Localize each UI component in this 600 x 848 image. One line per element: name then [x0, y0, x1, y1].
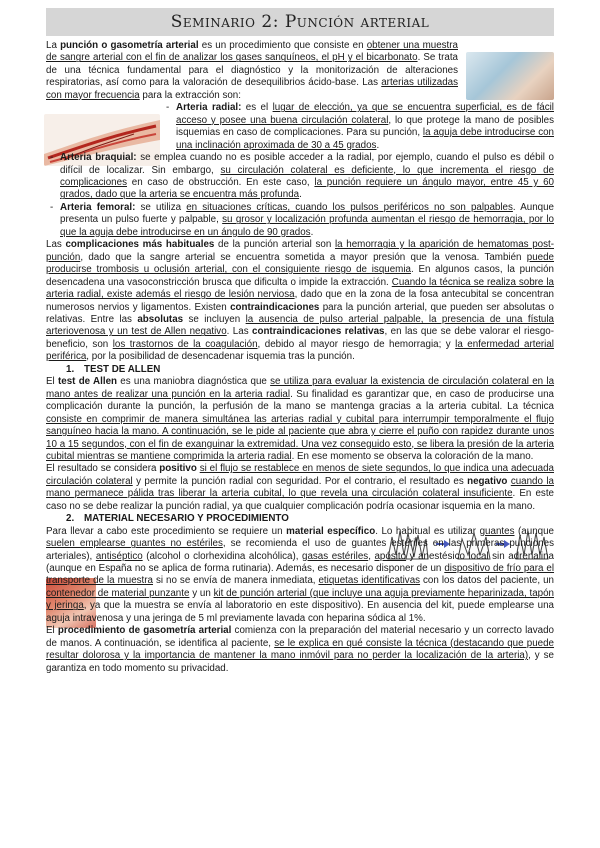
document-body [46, 40, 554, 675]
page-title: Seminario 2: Punción arterial [170, 12, 430, 32]
artery-femoral-item: - Arteria femoral: se utiliza en situaciones críticas, cuando los pulsos periféricos no son palpables. Aunque presenta un pulso fuerte y palpable, su grosor y localización profunda aumentan el riesgo de hemorragia, por lo que la aguja debe introducirse en un ángulo de 90 grados. [46, 202, 554, 239]
intro-paragraph: La punción o gasometría arterial es un procedimiento que consiste en obtener una muestra de sangre arterial con el fin de analizar los gases sanguíneos, el pH y el bicarbonato. Se trata de una técnica fundamental para el diagnóstico y la monitorización de alteraciones respiratorias, así como para la valoración de desequilibrios ácido-base. Las arterias utilizadas con mayor frecuencia para la extracción son: [46, 40, 458, 101]
allen-result-paragraph: El resultado se considera positivo si el flujo se restablece en menos de siete segundos, lo que indica una adecuada circulación colateral y permite la punción radial con seguridad. Por el contrario, el resultado es negativo cuando la mano permanece pálida tras liberar la arteria cubital, lo que revela una circulación colateral insuficiente. En este caso no se debe realizar la punción radial, ya que cualquier complicación podría ocasionar isquemia en la mano. [46, 463, 554, 512]
procedure-paragraph: El procedimiento de gasometría arterial comienza con la preparación del material necesario y un correcto lavado de manos. A continuación, se identifica al paciente, se le explica en qué consiste la técnica (destacando que puede resultar dolorosa y la importancia de mantener la mano inmóvil para no perder la localización de la arteria), y se garantiza en todo momento su privacidad. [46, 625, 555, 674]
artery-braquial-item: - Arteria braquial: se emplea cuando no es posible acceder a la radial, por ejemplo, cuando el pulso es débil o difícil de localizar. Sin embargo, su circulación colateral es deficiente, lo que incrementa el riesgo de complicaciones en caso de obstrucción. En este caso, la punción requiere un ángulo mayor, entre 45 y 60 grados, dado que la arteria se encuentra más profunda. [46, 152, 554, 202]
material-paragraph: Para llevar a cabo este procedimiento se requiere un material específico. Lo habitual es utilizar guantes (aunque suelen emplearse guantes no estériles, se recomienda el uso de guantes estériles en las primeras punciones arteriales), antiséptico (alcohol o clorhexidina alcohólica), gasas estériles, apósito y anestésico local sin adrenalina (aunque en España no se aplica de forma rutinaria). Además, es necesario disponer de un dispositivo de frío para el transporte de la muestra si no se envía de manera inmediata, etiquetas identificativas con los datos del paciente, un contenedor de material punzante y un kit de punción arterial (que incluye una aguja previamente heparinizada, tapón y jeringa, ya que la muestra se envía al laboratorio en este dispositivo). En ausencia del kit, puede emplearse una aguja intravenosa y una jeringa de 5 ml previamente lavada con heparina sódica al 1%. [46, 525, 555, 624]
title-banner [46, 8, 554, 36]
complications-paragraph: Las complicaciones más habituales de la punción arterial son la hemorragia y la aparición de hematomas post-punción, dado que la sangre arterial se encuentra sometida a mayor presión que la venosa. También puede producirse trombosis u oclusión arterial, con el consiguiente riesgo de isquemia. En algunos casos, la punción desencadena una vasoconstricción brusca que dificulta o impide la extracción. Cuando la técnica se realiza sobre la arteria radial, existe además el riesgo de lesión nerviosa, dado que en la zona de la fosa antecubital se concentran numerosos nervios y ligamentos. Existen contraindicaciones para la punción arterial, que pueden ser absolutas o relativas. Entre las absolutas se incluyen la ausencia de pulso arterial palpable, la presencia de una fístula arteriovenosa y un test de Allen negativo. Las contraindicaciones relativas, en las que se debe valorar el riesgo-beneficio, son los trastornos de la coagulación, debido al mayor riesgo de hemorragia; y la enfermedad arterial periférica, por la posibilidad de desencadenar isquemia tras la punción. [46, 239, 555, 363]
section-2-heading: 2. MATERIAL NECESARIO Y PROCEDIMIENTO [66, 513, 289, 525]
section-1-heading: 1. TEST DE ALLEN [66, 363, 161, 375]
artery-radial-item: - Arteria radial: es el lugar de elección, ya que se encuentra superficial, es de fácil acceso y posee una buena circulación colateral, lo que protege la mano de posibles isquemias en caso de complicaciones. Para su punción, la aguja debe introducirse con una inclinación aproximada de 30 a 45 grados. [162, 102, 554, 152]
allen-test-paragraph: El test de Allen es una maniobra diagnóstica que se utiliza para evaluar la existencia de circulación colateral en la mano antes de realizar una punción en la arteria radial. Su finalidad es garantizar que, en caso de producirse una complicación durante la punción, la perfusión de la mano se mantenga gracias a la arteria cubital. La técnica consiste en comprimir de manera simultánea las arterias radial y cubital para interrumpir temporalmente el flujo sanguíneo hacia la mano. A continuación, se le pide al paciente que abra y cierre el puño con rapidez durante unos 10 a 15 segundos, con el fin de exanguinar la extremidad. Una vez conseguido esto, se libera la presión de la arteria cubital mientras se mantiene comprimida la arteria radial. En ese momento se observa la coloración de la mano. [46, 376, 555, 462]
